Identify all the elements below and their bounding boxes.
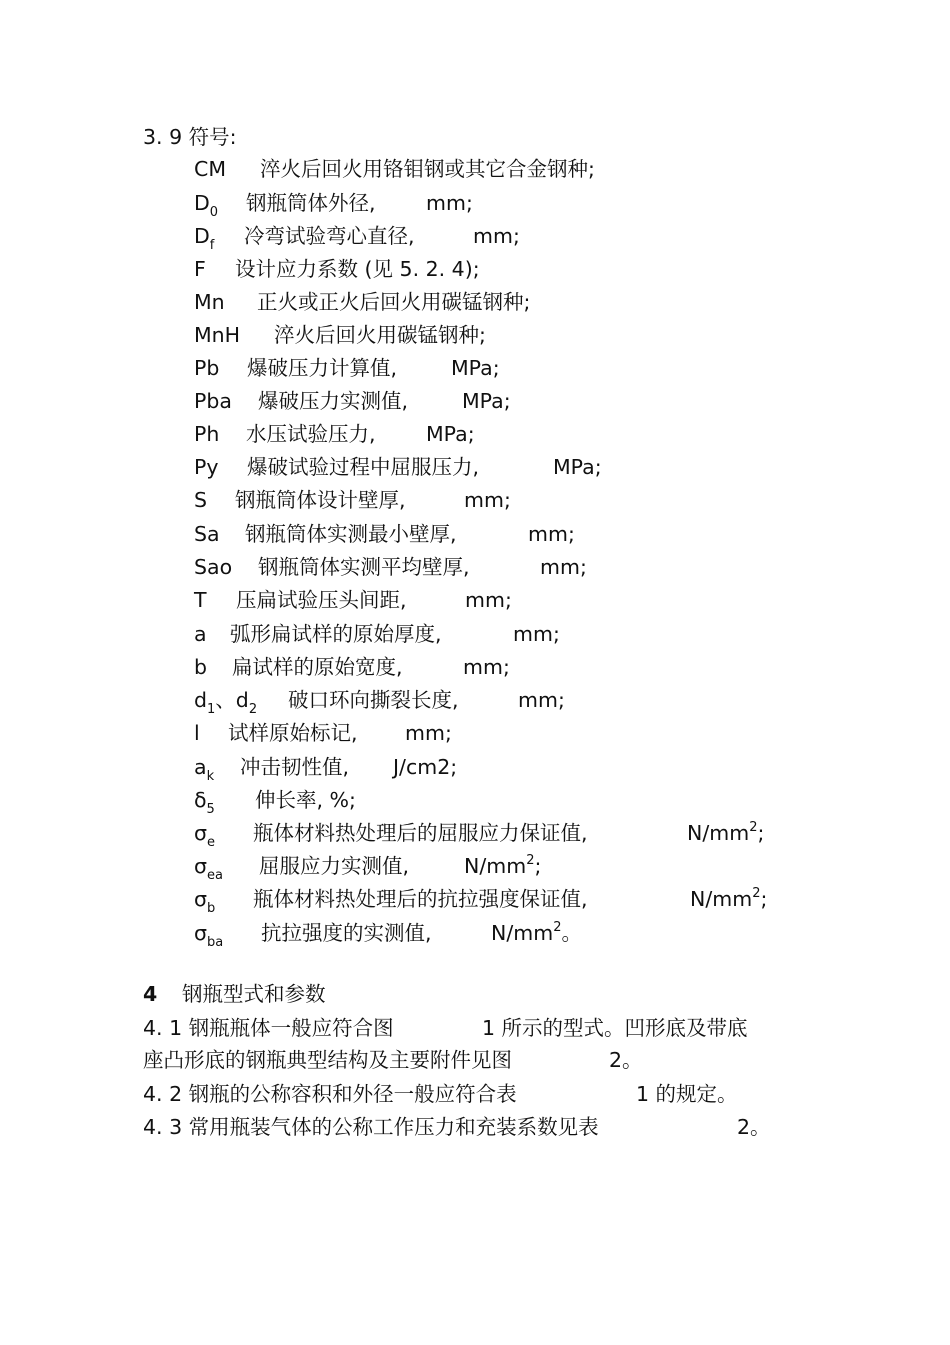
symbol-unit	[473, 222, 520, 250]
unit-terminator: ;	[757, 821, 765, 845]
symbol-unit	[540, 553, 587, 581]
symbol-char: σ	[194, 887, 207, 911]
symbol-label	[194, 852, 223, 883]
symbol-description: 淬火后回火用铬钼钢或其它合金钢种;	[260, 157, 595, 181]
symbol-char: D	[194, 191, 210, 215]
symbol-description: 屈服应力实测值,	[259, 854, 410, 878]
symbol-char: MnH	[194, 323, 241, 347]
symbol-unit	[491, 919, 582, 947]
symbol-description: 钢瓶筒体实测最小壁厚,	[245, 522, 457, 546]
symbol-char: Pb	[194, 356, 220, 380]
symbol-unit	[426, 189, 473, 217]
symbol-label	[194, 919, 224, 950]
symbol-label	[194, 686, 258, 717]
symbol-char: a	[194, 622, 207, 646]
unit-superscript: 2	[553, 920, 562, 935]
unit-text: MPa	[553, 455, 595, 479]
symbol-subscript: 5	[206, 802, 215, 817]
unit-terminator: ;	[594, 455, 602, 479]
unit-text: mm	[465, 588, 505, 612]
symbol-label	[194, 819, 215, 850]
unit-terminator: ;	[512, 224, 520, 248]
symbol-label	[194, 520, 220, 548]
symbol-description: 钢瓶筒体设计壁厚,	[235, 488, 406, 512]
symbol-description: 设计应力系数 (见 5. 2. 4);	[235, 257, 480, 281]
symbol-char: Ph	[194, 422, 220, 446]
symbol-label	[194, 885, 216, 916]
unit-terminator: ;	[567, 522, 575, 546]
unit-text: mm	[463, 655, 503, 679]
symbol-char: Py	[194, 455, 219, 479]
unit-text: mm	[528, 522, 568, 546]
symbol-char: Pba	[194, 389, 232, 413]
unit-terminator: ;	[504, 588, 512, 612]
symbol-description: 爆破压力计算值,	[247, 356, 398, 380]
unit-terminator: ;	[467, 422, 475, 446]
symbol-subscript: k	[206, 769, 215, 784]
symbol-label	[194, 753, 215, 784]
symbol-unit	[465, 586, 512, 614]
section-4-number: 4	[143, 982, 158, 1006]
symbol-char: T	[194, 588, 207, 612]
para-4-2-b: 1 的规定。	[636, 1082, 738, 1106]
symbol-char: D	[194, 224, 210, 248]
symbol-unit	[690, 885, 767, 913]
symbol-label	[194, 486, 207, 514]
unit-terminator: ;	[557, 688, 565, 712]
symbol-subscript-2: 2	[248, 702, 258, 717]
symbol-description: 压扁试验压头间距,	[236, 588, 407, 612]
symbol-label	[194, 620, 207, 648]
symbol-subscript: f	[209, 238, 215, 253]
para-4-3-a: 4. 3 常用瓶装气体的公称工作压力和充装系数见表	[143, 1115, 599, 1139]
symbol-unit	[518, 686, 565, 714]
unit-text: J/cm2	[393, 755, 451, 779]
symbol-char: σ	[194, 821, 207, 845]
unit-text: N/mm	[464, 854, 527, 878]
symbol-unit	[513, 620, 560, 648]
para-4-1-line2-a: 座凸形底的钢瓶典型结构及主要附件见图	[143, 1048, 512, 1072]
symbol-description: 钢瓶筒体实测平均壁厚,	[258, 555, 470, 579]
unit-text: mm	[518, 688, 558, 712]
para-4-1-line2-b: 2。	[609, 1048, 643, 1072]
symbol-subscript: b	[207, 901, 216, 916]
para-4-2-a: 4. 2 钢瓶的公称容积和外径一般应符合表	[143, 1082, 517, 1106]
symbol-description: 淬火后回火用碳锰钢种;	[274, 323, 486, 347]
symbol-label	[194, 786, 215, 817]
unit-text: N/mm	[690, 887, 753, 911]
symbol-label	[194, 222, 215, 253]
para-4-1-line1-b: 1 所示的型式。凹形底及带底	[482, 1016, 748, 1040]
symbol-label	[194, 387, 232, 415]
symbol-unit	[405, 719, 452, 747]
unit-text: N/mm	[687, 821, 750, 845]
unit-superscript: 2	[749, 820, 758, 835]
symbol-char: a	[194, 755, 207, 779]
symbol-description: 弧形扁试样的原始厚度,	[230, 622, 442, 646]
symbol-description: 瓶体材料热处理后的屈服应力保证值,	[253, 821, 588, 845]
symbol-description: 钢瓶筒体外径,	[246, 191, 376, 215]
symbol-label	[194, 288, 225, 316]
unit-terminator: ;	[444, 721, 452, 745]
symbol-description: 冲击韧性值,	[240, 755, 350, 779]
para-4-1-line1-a: 4. 1 钢瓶瓶体一般应符合图	[143, 1016, 394, 1040]
symbol-subscript: ba	[207, 935, 224, 950]
unit-text: mm	[473, 224, 513, 248]
symbol-description: 瓶体材料热处理后的抗拉强度保证值,	[253, 887, 588, 911]
symbol-char: d	[194, 688, 208, 712]
symbol-unit	[393, 753, 457, 781]
unit-terminator: ;	[503, 389, 511, 413]
symbol-label	[194, 189, 219, 220]
symbol-description: 爆破压力实测值,	[258, 389, 409, 413]
symbol-label	[194, 653, 207, 681]
unit-text: MPa	[451, 356, 493, 380]
unit-superscript: 2	[752, 886, 761, 901]
symbol-label	[194, 553, 232, 581]
symbol-unit	[528, 520, 575, 548]
para-4-3-b: 2。	[737, 1115, 771, 1139]
unit-terminator: ;	[450, 755, 458, 779]
unit-terminator: ;	[503, 488, 511, 512]
symbol-unit	[451, 354, 500, 382]
unit-text: MPa	[426, 422, 468, 446]
symbol-label	[194, 155, 226, 183]
symbol-subscript: e	[207, 835, 215, 850]
symbol-char: b	[194, 655, 208, 679]
symbol-description: 抗拉强度的实测值,	[261, 921, 432, 945]
symbol-char: F	[194, 257, 206, 281]
symbol-unit	[464, 852, 541, 880]
symbol-unit	[464, 486, 511, 514]
symbol-description: 水压试验压力,	[246, 422, 376, 446]
symbol-label	[194, 321, 240, 349]
symbol-char: S	[194, 488, 208, 512]
symbol-subscript: 0	[209, 205, 219, 220]
symbol-label	[194, 354, 219, 382]
unit-text: mm	[405, 721, 445, 745]
symbol-char: δ	[194, 788, 207, 812]
unit-terminator: ;	[760, 887, 768, 911]
symbol-label	[194, 586, 207, 614]
symbol-unit	[553, 453, 602, 481]
unit-terminator: 。	[561, 921, 582, 945]
unit-terminator: ;	[492, 356, 500, 380]
symbol-label	[194, 453, 219, 481]
unit-text: mm	[540, 555, 580, 579]
symbol-unit	[687, 819, 764, 847]
symbol-char: l	[194, 721, 200, 745]
unit-terminator: ;	[465, 191, 473, 215]
unit-terminator: ;	[579, 555, 587, 579]
symbol-description: 爆破试验过程中屈服压力,	[247, 455, 480, 479]
symbol-label	[194, 255, 206, 283]
symbol-description: 破口环向撕裂长度,	[288, 688, 459, 712]
symbol-label	[194, 420, 219, 448]
unit-superscript: 2	[526, 853, 535, 868]
symbol-char: Mn	[194, 290, 225, 314]
symbol-char-2: 、d	[215, 688, 249, 712]
symbol-subscript: ea	[207, 868, 223, 883]
symbol-description: 试样原始标记,	[228, 721, 358, 745]
symbol-description: 冷弯试验弯心直径,	[244, 224, 415, 248]
symbol-char: σ	[194, 921, 207, 945]
symbol-description: 扁试样的原始宽度,	[232, 655, 403, 679]
symbol-unit	[463, 653, 510, 681]
symbol-description: 正火或正火后回火用碳锰钢种;	[257, 290, 531, 314]
symbol-unit	[426, 420, 475, 448]
unit-terminator: ;	[502, 655, 510, 679]
section-4-title: 钢瓶型式和参数	[182, 982, 326, 1006]
symbol-description: 伸长率, %;	[255, 788, 356, 812]
unit-text: N/mm	[491, 921, 554, 945]
unit-text: mm	[513, 622, 553, 646]
symbol-label	[194, 719, 200, 747]
symbol-unit	[462, 387, 511, 415]
unit-terminator: ;	[552, 622, 560, 646]
symbol-subscript: 1	[207, 702, 216, 717]
unit-text: MPa	[462, 389, 504, 413]
heading-3-9: 3. 9 符号:	[143, 125, 237, 149]
unit-text: mm	[464, 488, 504, 512]
unit-terminator: ;	[534, 854, 542, 878]
symbol-char: Sao	[194, 555, 233, 579]
symbol-char: Sa	[194, 522, 220, 546]
symbol-char: CM	[194, 157, 227, 181]
symbol-char: σ	[194, 854, 207, 878]
unit-text: mm	[426, 191, 466, 215]
